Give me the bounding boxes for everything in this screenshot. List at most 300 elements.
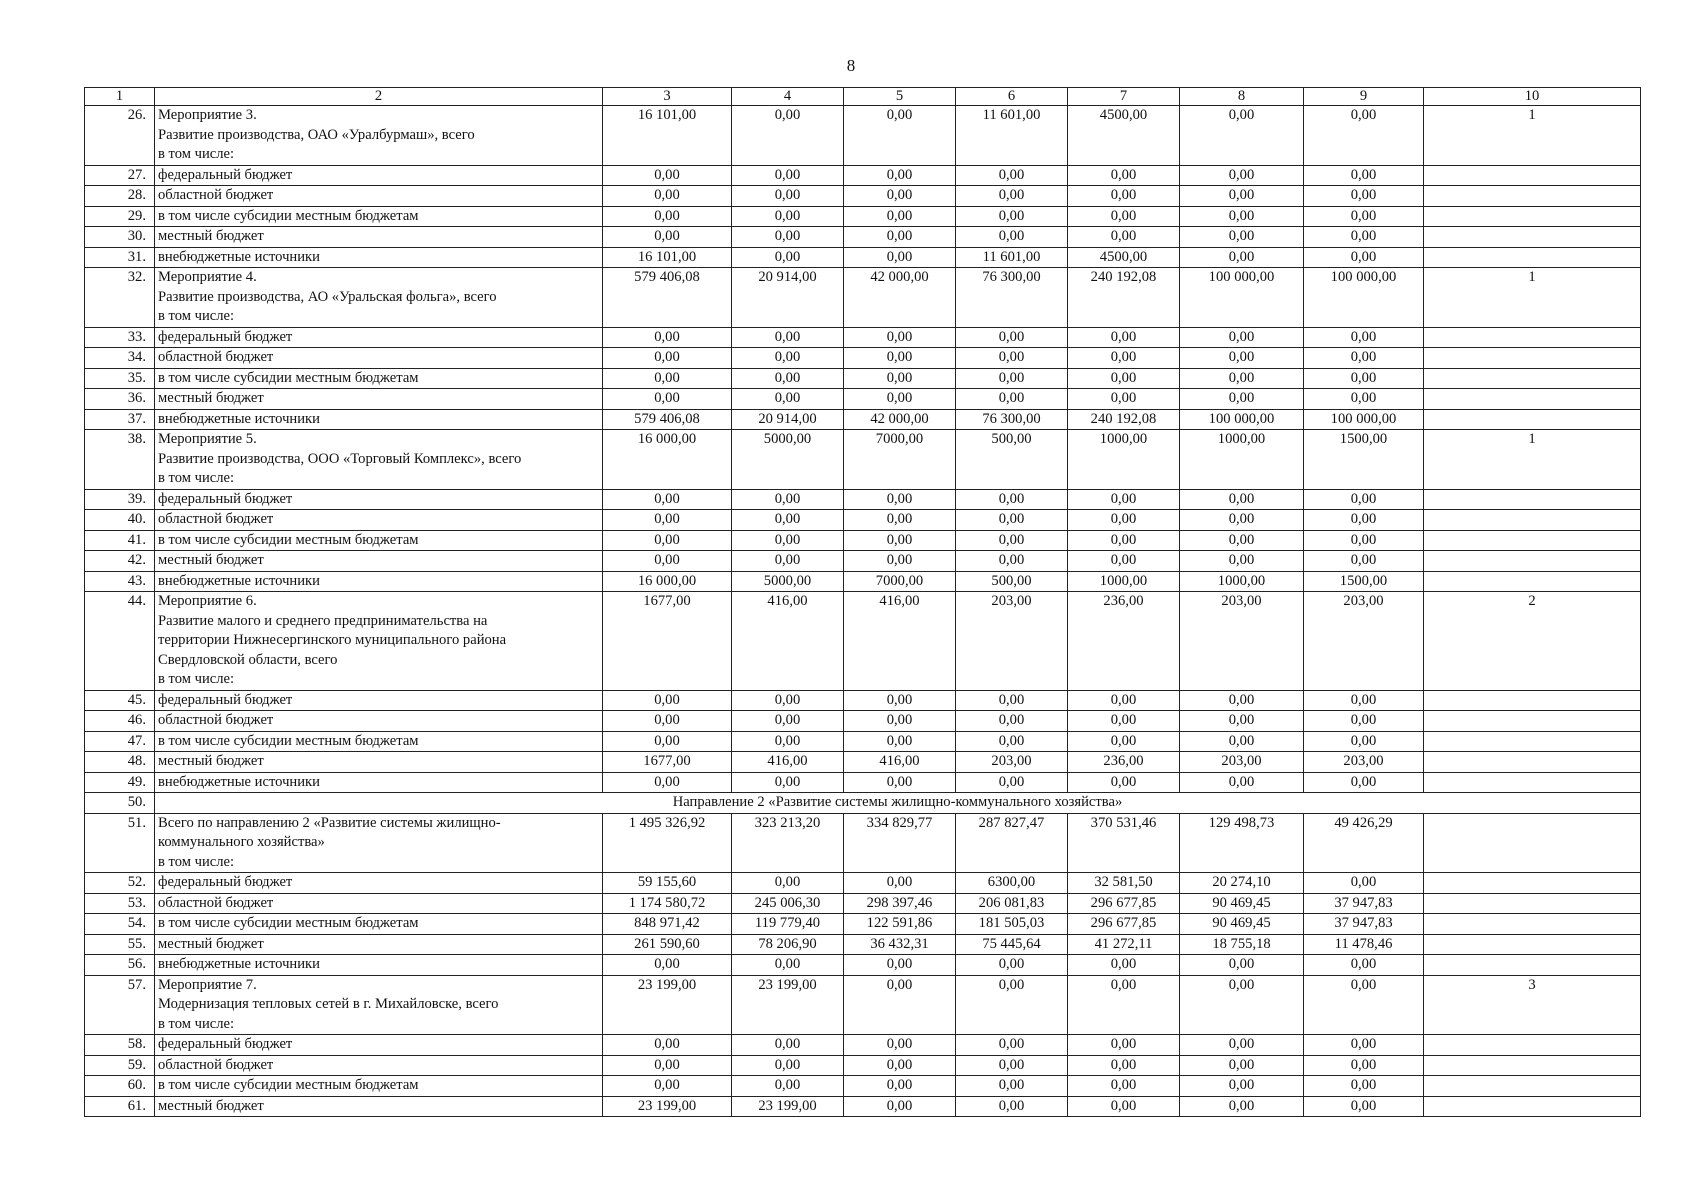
value-cell: 0,00	[732, 711, 844, 732]
row-name-line: Мероприятие 6.	[158, 593, 257, 609]
value-cell: 0,00	[1180, 510, 1304, 531]
value-cell: 240 192,08	[1068, 268, 1180, 328]
value-cell: 0,00	[844, 772, 956, 793]
value-cell: 0,00	[732, 731, 844, 752]
value-cell: 0,00	[956, 772, 1068, 793]
value-cell: 0,00	[603, 731, 732, 752]
task-number-cell	[1424, 186, 1641, 207]
task-number-cell	[1424, 711, 1641, 732]
row-number: 59.	[85, 1055, 155, 1076]
row-name-line: в том числе субсидии местным бюджетам	[158, 369, 419, 386]
row-name-line: областной бюджет	[158, 349, 274, 365]
value-cell: 0,00	[1068, 227, 1180, 248]
row-name-line: местный бюджет	[158, 753, 264, 769]
value-cell: 0,00	[956, 955, 1068, 976]
table-row	[85, 772, 1641, 793]
value-cell: 0,00	[732, 106, 844, 166]
row-name-line: Модернизация тепловых сетей в г. Михайловске, всего	[158, 996, 499, 1012]
task-number-cell	[1424, 489, 1641, 510]
value-cell: 0,00	[1180, 731, 1304, 752]
value-cell: 0,00	[1180, 247, 1304, 268]
value-cell: 0,00	[1304, 711, 1424, 732]
value-cell: 0,00	[1068, 551, 1180, 572]
value-cell: 0,00	[1304, 955, 1424, 976]
task-number-cell	[1424, 731, 1641, 752]
value-cell: 0,00	[1304, 975, 1424, 1035]
row-number: 58.	[85, 1035, 155, 1056]
value-cell: 0,00	[1304, 1096, 1424, 1117]
row-number: 56.	[85, 955, 155, 976]
value-cell: 0,00	[844, 368, 956, 389]
column-header: 8	[1180, 88, 1304, 106]
value-cell: 0,00	[956, 348, 1068, 369]
task-number-cell	[1424, 1076, 1641, 1097]
value-cell: 0,00	[1180, 489, 1304, 510]
value-cell: 500,00	[956, 571, 1068, 592]
row-name	[155, 327, 603, 348]
value-cell: 1500,00	[1304, 430, 1424, 490]
row-number: 53.	[85, 893, 155, 914]
value-cell: 0,00	[603, 327, 732, 348]
row-name	[155, 430, 603, 490]
row-name	[155, 711, 603, 732]
row-number: 32.	[85, 268, 155, 328]
table-row	[85, 752, 1641, 773]
value-cell: 416,00	[844, 752, 956, 773]
value-cell: 298 397,46	[844, 893, 956, 914]
value-cell: 0,00	[956, 731, 1068, 752]
task-number-cell	[1424, 571, 1641, 592]
value-cell: 0,00	[1304, 186, 1424, 207]
value-cell: 0,00	[1304, 348, 1424, 369]
value-cell: 0,00	[1304, 206, 1424, 227]
value-cell: 0,00	[1304, 165, 1424, 186]
value-cell: 0,00	[956, 711, 1068, 732]
value-cell: 0,00	[603, 1055, 732, 1076]
value-cell: 0,00	[603, 227, 732, 248]
value-cell: 0,00	[732, 489, 844, 510]
value-cell: 0,00	[603, 348, 732, 369]
value-cell: 76 300,00	[956, 268, 1068, 328]
value-cell: 240 192,08	[1068, 409, 1180, 430]
row-name-line: в том числе:	[158, 470, 235, 486]
value-cell: 0,00	[1068, 690, 1180, 711]
value-cell: 370 531,46	[1068, 813, 1180, 873]
value-cell: 0,00	[844, 955, 956, 976]
page-number: 8	[846, 56, 856, 75]
row-name-line: внебюджетные источники	[158, 410, 320, 427]
value-cell: 90 469,45	[1180, 893, 1304, 914]
value-cell: 0,00	[1068, 772, 1180, 793]
value-cell: 0,00	[956, 389, 1068, 410]
value-cell: 0,00	[1180, 206, 1304, 227]
table-row	[85, 368, 1641, 389]
column-header: 10	[1424, 88, 1641, 106]
value-cell: 0,00	[956, 530, 1068, 551]
row-name	[155, 348, 603, 369]
table-row	[85, 489, 1641, 510]
value-cell: 100 000,00	[1304, 268, 1424, 328]
value-cell: 579 406,08	[603, 409, 732, 430]
value-cell: 0,00	[732, 227, 844, 248]
value-cell: 323 213,20	[732, 813, 844, 873]
task-number-cell	[1424, 813, 1641, 873]
task-number-cell	[1424, 206, 1641, 227]
row-name-line: федеральный бюджет	[158, 1036, 293, 1052]
value-cell: 32 581,50	[1068, 873, 1180, 894]
value-cell: 0,00	[1304, 368, 1424, 389]
value-cell: 0,00	[732, 327, 844, 348]
column-header: 4	[732, 88, 844, 106]
value-cell: 0,00	[1068, 165, 1180, 186]
row-number: 44.	[85, 592, 155, 691]
value-cell: 0,00	[1180, 106, 1304, 166]
value-cell: 0,00	[732, 165, 844, 186]
row-name	[155, 1096, 603, 1117]
row-name-line: федеральный бюджет	[158, 328, 293, 345]
task-number-cell: 1	[1424, 268, 1641, 328]
value-cell: 0,00	[603, 955, 732, 976]
row-number: 31.	[85, 247, 155, 268]
row-number: 61.	[85, 1096, 155, 1117]
row-name	[155, 510, 603, 531]
value-cell: 23 199,00	[732, 975, 844, 1035]
row-number: 34.	[85, 348, 155, 369]
row-number: 29.	[85, 206, 155, 227]
value-cell: 5000,00	[732, 430, 844, 490]
row-number: 49.	[85, 772, 155, 793]
value-cell: 11 601,00	[956, 247, 1068, 268]
value-cell: 0,00	[1068, 368, 1180, 389]
value-cell: 23 199,00	[603, 1096, 732, 1117]
value-cell: 0,00	[956, 1096, 1068, 1117]
value-cell: 416,00	[732, 752, 844, 773]
row-name-line: областной бюджет	[158, 511, 274, 527]
value-cell: 0,00	[1180, 955, 1304, 976]
table-row	[85, 934, 1641, 955]
column-header-row	[85, 88, 1641, 106]
value-cell: 0,00	[732, 247, 844, 268]
value-cell: 37 947,83	[1304, 914, 1424, 935]
value-cell: 0,00	[1068, 389, 1180, 410]
row-name-line: в том числе:	[158, 1015, 235, 1032]
row-number: 51.	[85, 813, 155, 873]
row-name-line: местный бюджет	[158, 390, 264, 406]
table-row	[85, 571, 1641, 592]
value-cell: 0,00	[1180, 348, 1304, 369]
value-cell: 0,00	[1180, 711, 1304, 732]
value-cell: 0,00	[844, 873, 956, 894]
value-cell: 18 755,18	[1180, 934, 1304, 955]
value-cell: 6300,00	[956, 873, 1068, 894]
value-cell: 206 081,83	[956, 893, 1068, 914]
value-cell: 0,00	[956, 551, 1068, 572]
table-row	[85, 1096, 1641, 1117]
row-name	[155, 165, 603, 186]
value-cell: 0,00	[603, 1035, 732, 1056]
value-cell: 0,00	[844, 690, 956, 711]
task-number-cell	[1424, 934, 1641, 955]
row-name-line: областной бюджет	[158, 712, 274, 728]
value-cell: 0,00	[1304, 873, 1424, 894]
row-number: 50.	[85, 793, 155, 814]
table-row	[85, 430, 1641, 490]
task-number-cell	[1424, 551, 1641, 572]
value-cell: 0,00	[956, 510, 1068, 531]
row-name-line: федеральный бюджет	[158, 166, 293, 183]
value-cell: 0,00	[603, 772, 732, 793]
row-number: 42.	[85, 551, 155, 572]
table-body	[85, 88, 1641, 1117]
value-cell: 500,00	[956, 430, 1068, 490]
row-name	[155, 813, 603, 873]
task-number-cell: 1	[1424, 106, 1641, 166]
task-number-cell	[1424, 1035, 1641, 1056]
value-cell: 0,00	[1304, 690, 1424, 711]
value-cell: 0,00	[844, 1096, 956, 1117]
task-number-cell	[1424, 914, 1641, 935]
value-cell: 0,00	[1068, 711, 1180, 732]
row-name	[155, 368, 603, 389]
value-cell: 0,00	[1180, 690, 1304, 711]
value-cell: 0,00	[844, 1076, 956, 1097]
column-header: 1	[85, 88, 155, 106]
value-cell: 416,00	[844, 592, 956, 691]
value-cell: 20 914,00	[732, 409, 844, 430]
row-name	[155, 873, 603, 894]
value-cell: 0,00	[1068, 1076, 1180, 1097]
row-name	[155, 975, 603, 1035]
value-cell: 0,00	[1180, 368, 1304, 389]
row-name-line: Свердловской области, всего	[158, 651, 338, 668]
column-header: 5	[844, 88, 956, 106]
value-cell: 0,00	[732, 510, 844, 531]
row-name-line: Развитие производства, ООО «Торговый Комплекс», всего	[158, 450, 522, 467]
table-row	[85, 247, 1641, 268]
row-number: 47.	[85, 731, 155, 752]
value-cell: 41 272,11	[1068, 934, 1180, 955]
value-cell: 236,00	[1068, 592, 1180, 691]
row-name	[155, 186, 603, 207]
value-cell: 0,00	[732, 551, 844, 572]
value-cell: 0,00	[1304, 227, 1424, 248]
task-number-cell	[1424, 1055, 1641, 1076]
row-name	[155, 752, 603, 773]
row-name	[155, 731, 603, 752]
value-cell: 0,00	[1180, 227, 1304, 248]
row-name-line: в том числе субсидии местным бюджетам	[158, 1077, 419, 1093]
row-name-line: Развитие производства, ОАО «Уралбурмаш», всего	[158, 126, 475, 143]
row-number: 28.	[85, 186, 155, 207]
table-row	[85, 165, 1641, 186]
value-cell: 36 432,31	[844, 934, 956, 955]
table-row	[85, 893, 1641, 914]
value-cell: 0,00	[603, 165, 732, 186]
value-cell: 203,00	[1304, 752, 1424, 773]
row-name	[155, 106, 603, 166]
value-cell: 203,00	[1180, 592, 1304, 691]
row-name	[155, 268, 603, 328]
row-name-line: федеральный бюджет	[158, 874, 293, 890]
row-number: 35.	[85, 368, 155, 389]
table-row	[85, 206, 1641, 227]
value-cell: 0,00	[603, 489, 732, 510]
value-cell: 848 971,42	[603, 914, 732, 935]
value-cell: 0,00	[844, 247, 956, 268]
table-row	[85, 813, 1641, 873]
task-number-cell	[1424, 1096, 1641, 1117]
row-name-line: федеральный бюджет	[158, 691, 293, 708]
column-header: 7	[1068, 88, 1180, 106]
table-row	[85, 409, 1641, 430]
row-name-line: Всего по направлению 2 «Развитие системы жилищно-	[158, 814, 501, 831]
value-cell: 42 000,00	[844, 268, 956, 328]
table-row	[85, 592, 1641, 691]
row-number: 43.	[85, 571, 155, 592]
table-row	[85, 873, 1641, 894]
table-row	[85, 1055, 1641, 1076]
task-number-cell	[1424, 530, 1641, 551]
value-cell: 181 505,03	[956, 914, 1068, 935]
value-cell: 23 199,00	[603, 975, 732, 1035]
value-cell: 90 469,45	[1180, 914, 1304, 935]
value-cell: 20 274,10	[1180, 873, 1304, 894]
value-cell: 0,00	[732, 873, 844, 894]
row-number: 26.	[85, 106, 155, 166]
row-number: 57.	[85, 975, 155, 1035]
value-cell: 0,00	[844, 227, 956, 248]
value-cell: 0,00	[1304, 106, 1424, 166]
value-cell: 0,00	[1180, 530, 1304, 551]
value-cell: 0,00	[732, 530, 844, 551]
value-cell: 0,00	[956, 1035, 1068, 1056]
value-cell: 0,00	[1304, 247, 1424, 268]
row-name-line: в том числе субсидии местным бюджетам	[158, 207, 419, 224]
value-cell: 122 591,86	[844, 914, 956, 935]
value-cell: 7000,00	[844, 571, 956, 592]
value-cell: 0,00	[1304, 1076, 1424, 1097]
value-cell: 16 000,00	[603, 430, 732, 490]
value-cell: 0,00	[1180, 772, 1304, 793]
value-cell: 49 426,29	[1304, 813, 1424, 873]
column-header: 3	[603, 88, 732, 106]
value-cell: 1677,00	[603, 752, 732, 773]
table-row	[85, 268, 1641, 328]
value-cell: 23 199,00	[732, 1096, 844, 1117]
value-cell: 1000,00	[1068, 571, 1180, 592]
row-name-line: Мероприятие 3.	[158, 107, 257, 123]
row-number: 46.	[85, 711, 155, 732]
row-name-line: Мероприятие 5.	[158, 431, 257, 447]
value-cell: 0,00	[844, 206, 956, 227]
task-number-cell	[1424, 368, 1641, 389]
value-cell: 0,00	[1068, 530, 1180, 551]
value-cell: 20 914,00	[732, 268, 844, 328]
table-row	[85, 227, 1641, 248]
value-cell: 0,00	[1304, 510, 1424, 531]
value-cell: 0,00	[1180, 1096, 1304, 1117]
value-cell: 0,00	[844, 165, 956, 186]
value-cell: 0,00	[844, 510, 956, 531]
value-cell: 236,00	[1068, 752, 1180, 773]
value-cell: 0,00	[603, 1076, 732, 1097]
row-name-line: областной бюджет	[158, 187, 274, 203]
value-cell: 0,00	[1180, 1035, 1304, 1056]
value-cell: 1500,00	[1304, 571, 1424, 592]
value-cell: 11 601,00	[956, 106, 1068, 166]
value-cell: 0,00	[1068, 348, 1180, 369]
row-name-line: территории Нижнесергинского муниципального района	[158, 632, 507, 648]
value-cell: 0,00	[603, 206, 732, 227]
row-number: 52.	[85, 873, 155, 894]
value-cell: 0,00	[1304, 731, 1424, 752]
value-cell: 0,00	[1068, 1096, 1180, 1117]
value-cell: 0,00	[732, 348, 844, 369]
row-name-line: областной бюджет	[158, 894, 274, 911]
value-cell: 42 000,00	[844, 409, 956, 430]
value-cell: 4500,00	[1068, 247, 1180, 268]
value-cell: 0,00	[956, 165, 1068, 186]
value-cell: 0,00	[1068, 510, 1180, 531]
task-number-cell	[1424, 955, 1641, 976]
value-cell: 296 677,85	[1068, 893, 1180, 914]
row-name-line: местный бюджет	[158, 1097, 264, 1114]
value-cell: 78 206,90	[732, 934, 844, 955]
row-name	[155, 530, 603, 551]
row-number: 41.	[85, 530, 155, 551]
value-cell: 0,00	[732, 690, 844, 711]
table-row	[85, 348, 1641, 369]
value-cell: 100 000,00	[1304, 409, 1424, 430]
row-name-line: Мероприятие 7.	[158, 976, 257, 993]
value-cell: 0,00	[1068, 955, 1180, 976]
task-number-cell	[1424, 772, 1641, 793]
row-number: 27.	[85, 165, 155, 186]
row-name-line: Мероприятие 4.	[158, 269, 257, 285]
task-number-cell	[1424, 690, 1641, 711]
value-cell: 203,00	[956, 752, 1068, 773]
value-cell: 0,00	[844, 731, 956, 752]
row-name-line: внебюджетные источники	[158, 248, 320, 265]
value-cell: 0,00	[1180, 1076, 1304, 1097]
section-title: Направление 2 «Развитие системы жилищно-коммунального хозяйства»	[155, 793, 1641, 814]
value-cell: 0,00	[1068, 206, 1180, 227]
value-cell: 0,00	[1180, 165, 1304, 186]
task-number-cell	[1424, 327, 1641, 348]
value-cell: 1 174 580,72	[603, 893, 732, 914]
table-row	[85, 1035, 1641, 1056]
value-cell: 0,00	[603, 368, 732, 389]
value-cell: 16 000,00	[603, 571, 732, 592]
value-cell: 0,00	[732, 186, 844, 207]
row-name	[155, 914, 603, 935]
row-number: 37.	[85, 409, 155, 430]
row-name-line: Развитие малого и среднего предпринимательства на	[158, 612, 488, 629]
table-row	[85, 711, 1641, 732]
column-header: 9	[1304, 88, 1424, 106]
value-cell: 0,00	[844, 489, 956, 510]
row-name	[155, 1035, 603, 1056]
row-name	[155, 489, 603, 510]
value-cell: 0,00	[732, 772, 844, 793]
row-name-line: в том числе субсидии местным бюджетам	[158, 915, 419, 931]
row-name	[155, 571, 603, 592]
value-cell: 0,00	[956, 690, 1068, 711]
value-cell: 37 947,83	[1304, 893, 1424, 914]
value-cell: 0,00	[1180, 327, 1304, 348]
task-number-cell	[1424, 348, 1641, 369]
table-row	[85, 975, 1641, 1035]
